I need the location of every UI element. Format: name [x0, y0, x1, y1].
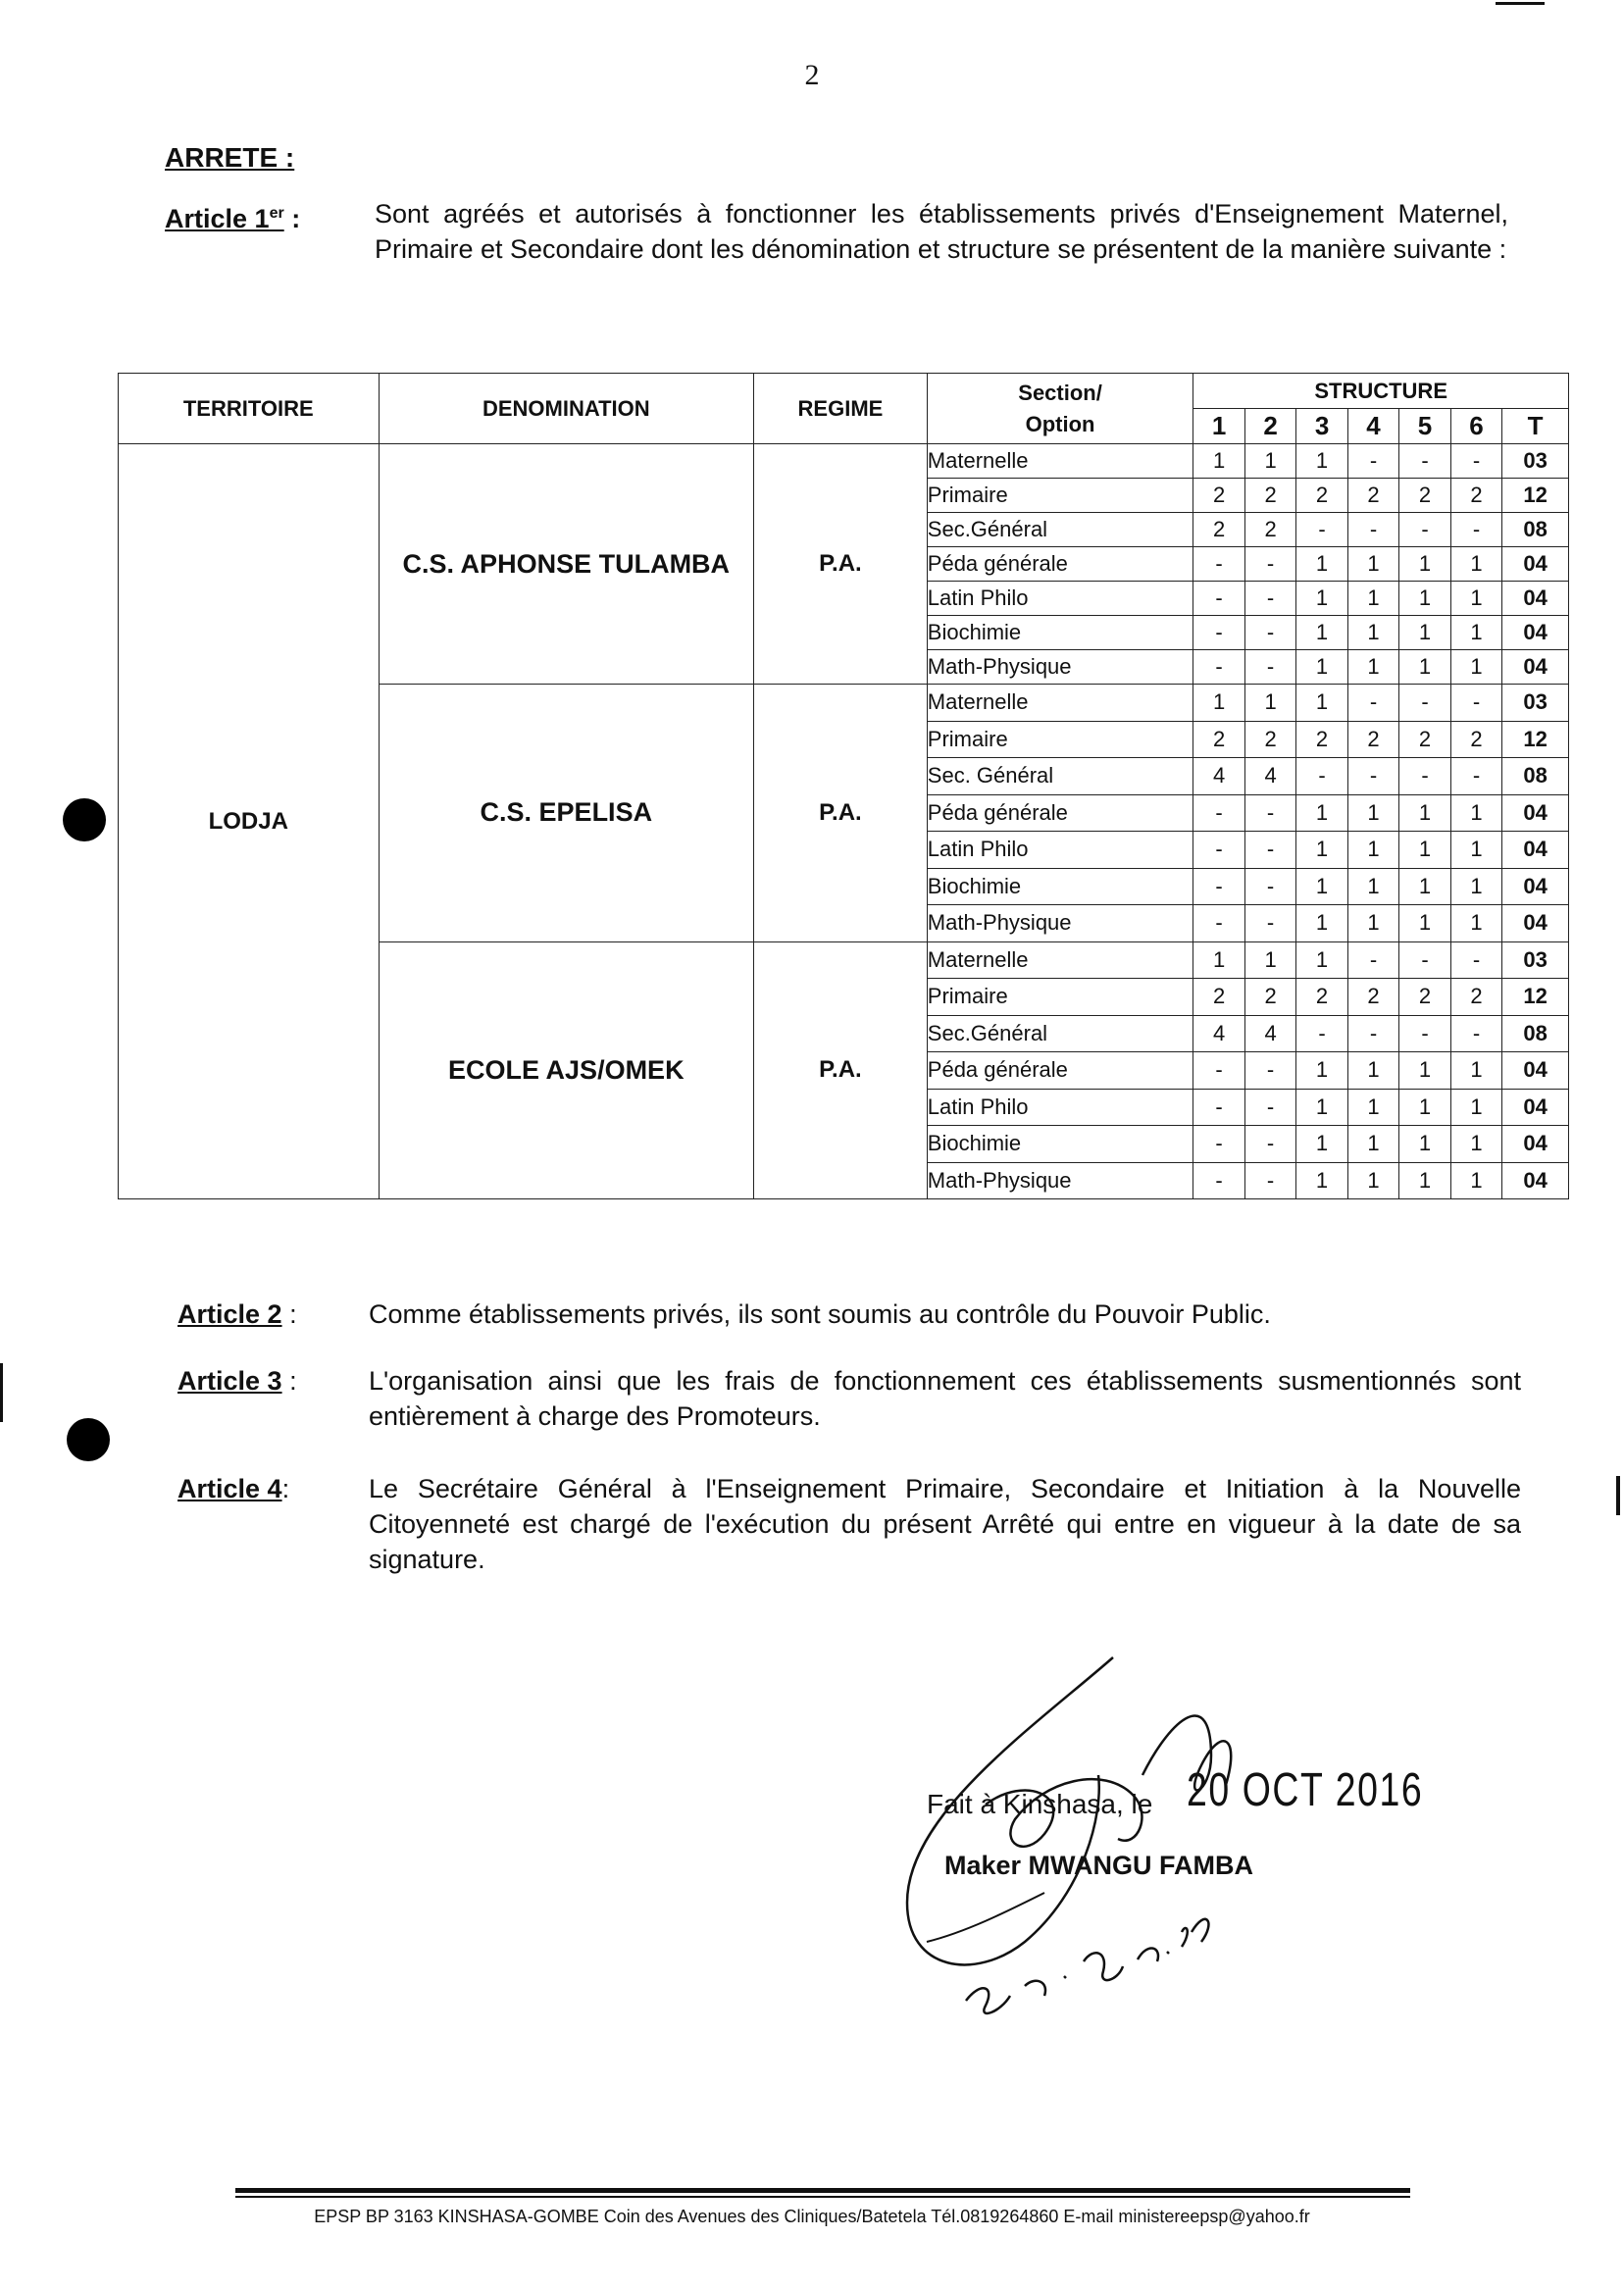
structure-value-cell: 1 [1399, 1089, 1450, 1126]
structure-value-cell: 1 [1347, 1162, 1398, 1199]
date-stamp: 20 OCT 2016 [1187, 1764, 1424, 1816]
page-number: 2 [804, 59, 820, 91]
structure-value-cell: - [1193, 1052, 1244, 1090]
structure-value-cell: 2 [1244, 979, 1295, 1016]
structure-value-cell: - [1244, 832, 1295, 869]
school-name: ECOLE AJS/OMEK [379, 941, 754, 1199]
article-2-label: Article 2 : [178, 1299, 297, 1329]
structure-value-cell: 1 [1450, 794, 1501, 832]
footer-rule [235, 2196, 1410, 2198]
table-row [119, 444, 1569, 479]
section-option-cell: Péda générale [927, 1052, 1193, 1090]
structure-value-cell: 2 [1193, 479, 1244, 513]
structure-value-cell: 1 [1296, 1126, 1347, 1163]
section-option-cell: Maternelle [927, 941, 1193, 979]
structure-value-cell: 1 [1399, 547, 1450, 582]
structure-value-cell: - [1193, 868, 1244, 905]
punch-hole [63, 798, 106, 841]
structure-value-cell: - [1193, 616, 1244, 650]
structure-value-cell: 1 [1347, 616, 1398, 650]
structure-total-cell: 04 [1502, 868, 1569, 905]
structure-col-3: 3 [1296, 409, 1347, 444]
structure-value-cell: 1 [1193, 685, 1244, 722]
col-header-denomination: DENOMINATION [379, 374, 754, 444]
structure-value-cell: 1 [1296, 582, 1347, 616]
structure-value-cell: 2 [1244, 721, 1295, 758]
structure-value-cell: 2 [1296, 979, 1347, 1016]
section-option-cell: Latin Philo [927, 1089, 1193, 1126]
structure-total-cell: 04 [1502, 1126, 1569, 1163]
article-1-label: Article 1er : [165, 204, 301, 233]
section-option-cell: Maternelle [927, 685, 1193, 722]
structure-value-cell: 1 [1347, 582, 1398, 616]
structure-value-cell: 1 [1450, 582, 1501, 616]
structure-value-cell: - [1193, 832, 1244, 869]
structure-value-cell: 1 [1244, 685, 1295, 722]
structure-value-cell: 1 [1450, 832, 1501, 869]
structure-value-cell: 1 [1296, 1162, 1347, 1199]
structure-col-t: T [1502, 409, 1569, 444]
col-header-structure: STRUCTURE [1193, 374, 1569, 409]
structure-col-6: 6 [1450, 409, 1501, 444]
structure-value-cell: - [1450, 444, 1501, 479]
structure-value-cell: - [1347, 513, 1398, 547]
structure-value-cell: 1 [1296, 794, 1347, 832]
structure-value-cell: - [1244, 905, 1295, 942]
structure-value-cell: 1 [1347, 1126, 1398, 1163]
structure-value-cell: 1 [1296, 905, 1347, 942]
structure-value-cell: 1 [1399, 905, 1450, 942]
footer-address: EPSP BP 3163 KINSHASA-GOMBE Coin des Avenues des Cliniques/Batetela Tél.0819264860 E-mail ministereepsp@yahoo.fr [314, 2207, 1310, 2226]
structure-total-cell: 04 [1502, 1089, 1569, 1126]
structure-value-cell: - [1193, 1089, 1244, 1126]
structure-value-cell: 2 [1399, 721, 1450, 758]
section-option-cell: Péda générale [927, 794, 1193, 832]
structure-value-cell: 1 [1347, 547, 1398, 582]
scan-edge-mark [1496, 2, 1545, 5]
structure-value-cell: 2 [1193, 979, 1244, 1016]
structure-col-1: 1 [1193, 409, 1244, 444]
structure-value-cell: - [1296, 758, 1347, 795]
structure-value-cell: - [1244, 650, 1295, 685]
structure-value-cell: 1 [1296, 685, 1347, 722]
structure-total-cell: 04 [1502, 547, 1569, 582]
school-name: C.S. APHONSE TULAMBA [379, 444, 754, 685]
structure-value-cell: 2 [1347, 479, 1398, 513]
structure-value-cell: 2 [1193, 721, 1244, 758]
section-option-cell: Péda générale [927, 547, 1193, 582]
structure-value-cell: - [1193, 794, 1244, 832]
structure-value-cell: 1 [1296, 1089, 1347, 1126]
article-4-text: Le Secrétaire Général à l'Enseignement Primaire, Secondaire et Initiation à la Nouvelle Citoyenneté est chargé de l'exécution du présent Arrêté qui entre en vigueur à la date de sa signature. [369, 1474, 1521, 1574]
structure-total-cell: 03 [1502, 685, 1569, 722]
structure-col-2: 2 [1244, 409, 1295, 444]
structure-value-cell: 1 [1450, 1052, 1501, 1090]
structure-value-cell: 1 [1399, 794, 1450, 832]
section-option-cell: Latin Philo [927, 832, 1193, 869]
structure-value-cell: 1 [1399, 616, 1450, 650]
structure-value-cell: 1 [1450, 547, 1501, 582]
structure-value-cell: 1 [1347, 650, 1398, 685]
structure-value-cell: 1 [1347, 905, 1398, 942]
article-1-text: Sont agréés et autorisés à fonctionner les établissements privés d'Enseignement Maternel, Primaire et Secondaire dont les dénomination et structure se présentent de la manière suivante : [375, 199, 1508, 264]
structure-value-cell: - [1399, 941, 1450, 979]
structure-value-cell: 1 [1347, 794, 1398, 832]
structure-value-cell: 1 [1399, 1052, 1450, 1090]
structure-value-cell: - [1244, 1089, 1295, 1126]
structure-value-cell: 1 [1296, 444, 1347, 479]
scan-edge-mark [0, 1363, 3, 1422]
structure-value-cell: - [1450, 758, 1501, 795]
section-option-cell: Primaire [927, 479, 1193, 513]
structure-value-cell: 1 [1450, 1126, 1501, 1163]
structure-value-cell: - [1399, 444, 1450, 479]
section-option-cell: Math-Physique [927, 905, 1193, 942]
article-2-text: Comme établissements privés, ils sont soumis au contrôle du Pouvoir Public. [369, 1299, 1271, 1329]
structure-value-cell: 2 [1296, 479, 1347, 513]
structure-value-cell: 4 [1244, 758, 1295, 795]
structure-value-cell: - [1399, 758, 1450, 795]
structure-value-cell: 2 [1450, 979, 1501, 1016]
structure-total-cell: 12 [1502, 721, 1569, 758]
structure-value-cell: 2 [1347, 721, 1398, 758]
structure-value-cell: - [1450, 1015, 1501, 1052]
structure-value-cell: 1 [1347, 1089, 1398, 1126]
section-option-cell: Latin Philo [927, 582, 1193, 616]
structure-value-cell: 1 [1296, 941, 1347, 979]
structure-value-cell: 2 [1399, 479, 1450, 513]
structure-value-cell: 2 [1450, 721, 1501, 758]
structure-value-cell: 1 [1399, 650, 1450, 685]
structure-value-cell: - [1450, 685, 1501, 722]
school-structure-table [118, 373, 1569, 1199]
section-option-cell: Primaire [927, 979, 1193, 1016]
structure-value-cell: 2 [1399, 979, 1450, 1016]
structure-value-cell: 1 [1399, 832, 1450, 869]
structure-total-cell: 08 [1502, 758, 1569, 795]
structure-value-cell: - [1244, 1052, 1295, 1090]
punch-hole [67, 1418, 110, 1461]
structure-value-cell: 2 [1244, 513, 1295, 547]
structure-value-cell: 2 [1244, 479, 1295, 513]
article-3-label: Article 3 : [178, 1366, 297, 1396]
structure-value-cell: - [1193, 1126, 1244, 1163]
structure-value-cell: - [1193, 650, 1244, 685]
structure-value-cell: 1 [1296, 832, 1347, 869]
structure-value-cell: - [1347, 1015, 1398, 1052]
structure-value-cell: - [1193, 905, 1244, 942]
school-name: C.S. EPELISA [379, 685, 754, 942]
structure-value-cell: 1 [1450, 1162, 1501, 1199]
structure-value-cell: - [1296, 513, 1347, 547]
signatory-name: Maker MWANGU FAMBA [944, 1851, 1254, 1880]
structure-col-5: 5 [1399, 409, 1450, 444]
structure-value-cell: - [1296, 1015, 1347, 1052]
structure-value-cell: 1 [1399, 1162, 1450, 1199]
structure-value-cell: - [1399, 513, 1450, 547]
structure-value-cell: - [1399, 1015, 1450, 1052]
structure-value-cell: 1 [1244, 941, 1295, 979]
structure-value-cell: 1 [1399, 868, 1450, 905]
scan-edge-mark [1616, 1476, 1620, 1515]
section-option-cell: Biochimie [927, 868, 1193, 905]
structure-value-cell: 2 [1450, 479, 1501, 513]
section-option-cell: Math-Physique [927, 650, 1193, 685]
decree-heading: ARRETE : [165, 142, 295, 173]
structure-value-cell: - [1347, 758, 1398, 795]
structure-value-cell: 4 [1244, 1015, 1295, 1052]
structure-value-cell: - [1347, 941, 1398, 979]
structure-value-cell: 1 [1296, 616, 1347, 650]
article-4-label: Article 4: [178, 1474, 290, 1503]
structure-value-cell: 1 [1193, 444, 1244, 479]
structure-total-cell: 04 [1502, 616, 1569, 650]
regime-cell: P.A. [754, 444, 928, 685]
structure-value-cell: - [1244, 868, 1295, 905]
structure-value-cell: 1 [1399, 582, 1450, 616]
structure-value-cell: - [1244, 794, 1295, 832]
section-option-cell: Sec. Général [927, 758, 1193, 795]
structure-value-cell: 1 [1296, 868, 1347, 905]
structure-value-cell: 4 [1193, 1015, 1244, 1052]
structure-value-cell: - [1347, 685, 1398, 722]
structure-value-cell: - [1193, 582, 1244, 616]
col-header-territoire: TERRITOIRE [119, 374, 380, 444]
signature-block [927, 1746, 1476, 2001]
structure-value-cell: - [1244, 1126, 1295, 1163]
structure-value-cell: 1 [1193, 941, 1244, 979]
structure-value-cell: - [1193, 1162, 1244, 1199]
article-3-text: L'organisation ainsi que les frais de fonctionnement ces établissements susmentionnés sont entièrement à charge des Promoteurs. [369, 1366, 1521, 1431]
structure-total-cell: 04 [1502, 905, 1569, 942]
structure-value-cell: 1 [1347, 868, 1398, 905]
structure-value-cell: - [1244, 1162, 1295, 1199]
structure-value-cell: 1 [1399, 1126, 1450, 1163]
structure-value-cell: 1 [1296, 650, 1347, 685]
structure-value-cell: - [1244, 616, 1295, 650]
structure-value-cell: - [1399, 685, 1450, 722]
regime-cell: P.A. [754, 685, 928, 942]
structure-total-cell: 04 [1502, 832, 1569, 869]
structure-value-cell: - [1450, 941, 1501, 979]
regime-cell: P.A. [754, 941, 928, 1199]
section-option-cell: Sec.Général [927, 1015, 1193, 1052]
structure-value-cell: 1 [1296, 547, 1347, 582]
structure-total-cell: 12 [1502, 479, 1569, 513]
structure-value-cell: 1 [1450, 905, 1501, 942]
structure-value-cell: - [1193, 547, 1244, 582]
structure-total-cell: 08 [1502, 513, 1569, 547]
structure-col-4: 4 [1347, 409, 1398, 444]
structure-total-cell: 04 [1502, 794, 1569, 832]
structure-total-cell: 03 [1502, 941, 1569, 979]
structure-value-cell: - [1244, 547, 1295, 582]
structure-value-cell: 1 [1347, 1052, 1398, 1090]
structure-value-cell: 2 [1347, 979, 1398, 1016]
structure-value-cell: 1 [1450, 1089, 1501, 1126]
col-header-regime: REGIME [754, 374, 928, 444]
footer-rule [235, 2188, 1410, 2193]
section-option-cell: Sec.Général [927, 513, 1193, 547]
structure-value-cell: 1 [1450, 868, 1501, 905]
structure-value-cell: 1 [1244, 444, 1295, 479]
structure-value-cell: 1 [1347, 832, 1398, 869]
section-option-cell: Maternelle [927, 444, 1193, 479]
section-option-cell: Math-Physique [927, 1162, 1193, 1199]
structure-total-cell: 04 [1502, 1162, 1569, 1199]
section-option-cell: Primaire [927, 721, 1193, 758]
section-option-cell: Biochimie [927, 616, 1193, 650]
structure-total-cell: 04 [1502, 1052, 1569, 1090]
section-option-cell: Biochimie [927, 1126, 1193, 1163]
structure-value-cell: - [1244, 582, 1295, 616]
structure-value-cell: 1 [1450, 650, 1501, 685]
territory-cell: LODJA [119, 444, 380, 1199]
structure-value-cell: - [1450, 513, 1501, 547]
structure-value-cell: 2 [1193, 513, 1244, 547]
signature-place: Fait à Kinshasa, le [927, 1789, 1153, 1819]
structure-value-cell: - [1347, 444, 1398, 479]
structure-value-cell: 2 [1296, 721, 1347, 758]
structure-value-cell: 1 [1296, 1052, 1347, 1090]
structure-value-cell: 4 [1193, 758, 1244, 795]
structure-value-cell: 1 [1450, 616, 1501, 650]
col-header-section-option: Section/ Option [927, 374, 1193, 444]
structure-total-cell: 12 [1502, 979, 1569, 1016]
structure-total-cell: 08 [1502, 1015, 1569, 1052]
structure-total-cell: 04 [1502, 582, 1569, 616]
structure-total-cell: 04 [1502, 650, 1569, 685]
structure-total-cell: 03 [1502, 444, 1569, 479]
